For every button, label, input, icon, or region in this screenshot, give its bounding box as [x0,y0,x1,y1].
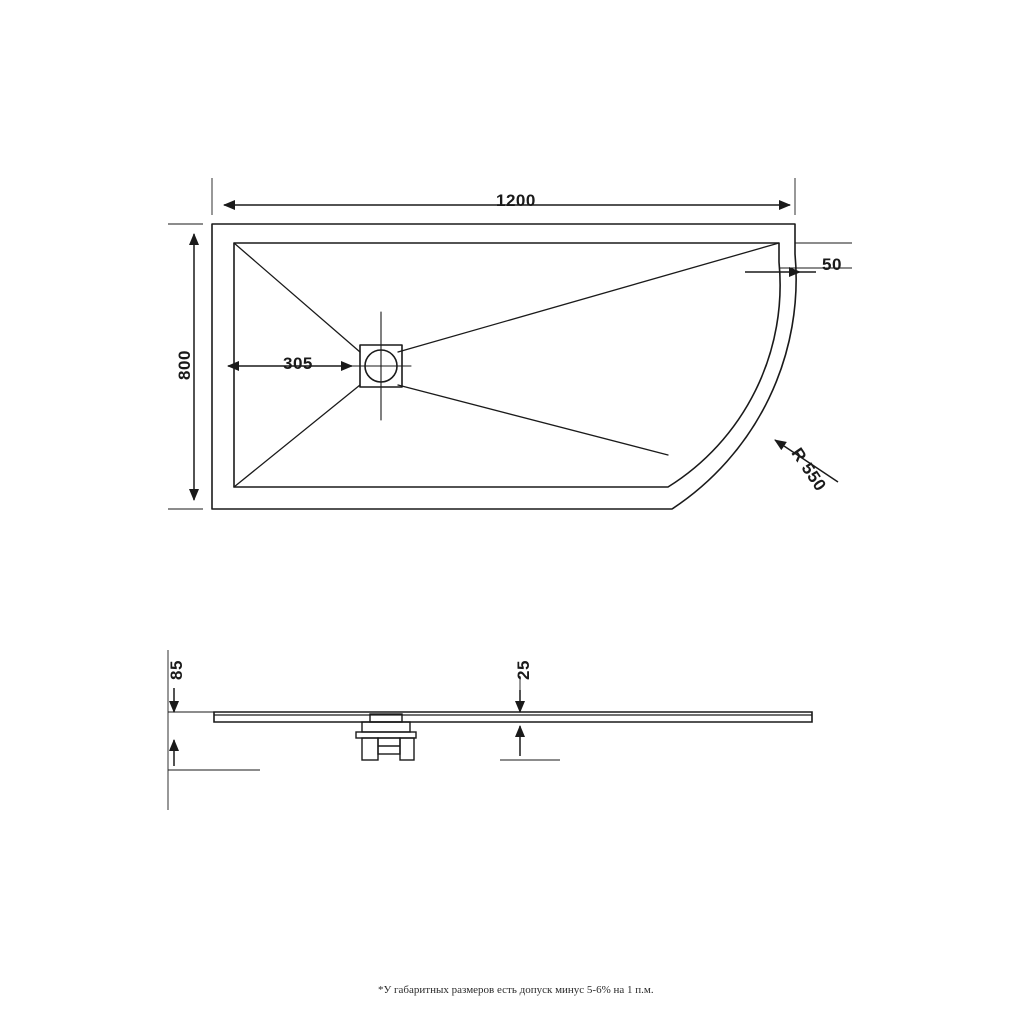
slope-fold-lines [234,243,779,487]
dim-label-50: 50 [822,255,842,274]
plan-dimension-arrows [194,205,838,500]
section-view [214,712,812,760]
section-drain-assembly [356,714,416,760]
dim-label-85: 85 [166,660,186,680]
dim-label-305: 305 [283,354,313,373]
section-dimension-arrows [174,688,520,766]
dim-label-25: 25 [513,660,533,680]
tolerance-footnote: *У габаритных размеров есть допуск минус 5-6% на 1 п.м. [378,984,654,996]
plan-extension-lines [168,178,852,509]
section-extension-lines [168,650,560,810]
dim-label-1200: 1200 [496,191,536,210]
dim-label-800: 800 [174,350,194,380]
section-slab [214,712,812,722]
dim-label-radius: R 550 [787,444,831,495]
drain-centerlines [352,312,411,420]
tray-inner-recess [234,243,780,487]
